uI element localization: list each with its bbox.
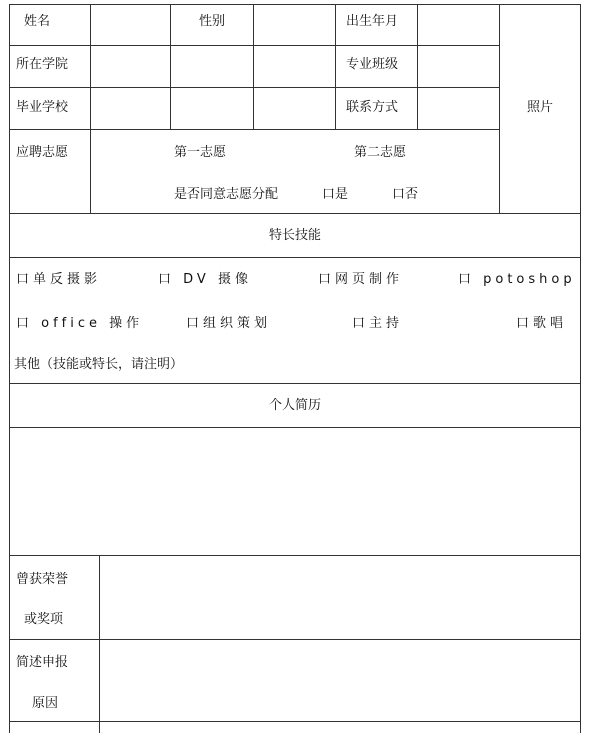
other-skills-label: 其他（技能或特长，请注明） [14,357,184,372]
college-label: 所在学院 [16,57,69,72]
skill-office-checkbox[interactable]: 口 office 操作 [16,316,144,331]
gender-label: 性别 [198,14,226,29]
skill-web-checkbox[interactable]: 口网页制作 [318,272,404,287]
honors-label-line1: 曾获荣誉 [16,572,69,587]
agree-assign-label: 是否同意志愿分配 [174,187,279,202]
class-label: 专业班级 [346,57,399,72]
reason-label-line2: 原因 [32,696,59,711]
skill-dv-checkbox[interactable]: 口 DV 摄像 [158,272,252,287]
school-label: 毕业学校 [16,100,69,115]
skill-photoshop-checkbox[interactable]: 口 potoshop [458,272,576,287]
first-choice: 第一志愿 [174,145,227,160]
second-choice: 第二志愿 [354,145,407,160]
photo-label: 照片 [526,100,554,115]
honors-label-line2: 或奖项 [24,612,64,627]
reason-label-line1: 简述申报 [16,655,69,670]
skill-singing-checkbox[interactable]: 口歌唱 [516,316,568,331]
resume-header: 个人简历 [268,398,322,413]
no-checkbox[interactable]: 口否 [392,187,419,202]
name-label: 姓名 [24,14,51,29]
skill-planning-checkbox[interactable]: 口组织策划 [186,316,272,331]
skills-header: 特长技能 [268,228,322,243]
apply-label: 应聘志愿 [16,145,69,160]
reason-field[interactable] [102,642,577,718]
resume-field[interactable] [12,430,577,552]
honors-field[interactable] [102,558,577,636]
yes-checkbox[interactable]: 口是 [322,187,349,202]
skill-dslr-checkbox[interactable]: 口单反摄影 [16,272,102,287]
birth-label: 出生年月 [346,14,399,29]
skill-host-checkbox[interactable]: 口主持 [352,316,404,331]
contact-label: 联系方式 [346,100,399,115]
